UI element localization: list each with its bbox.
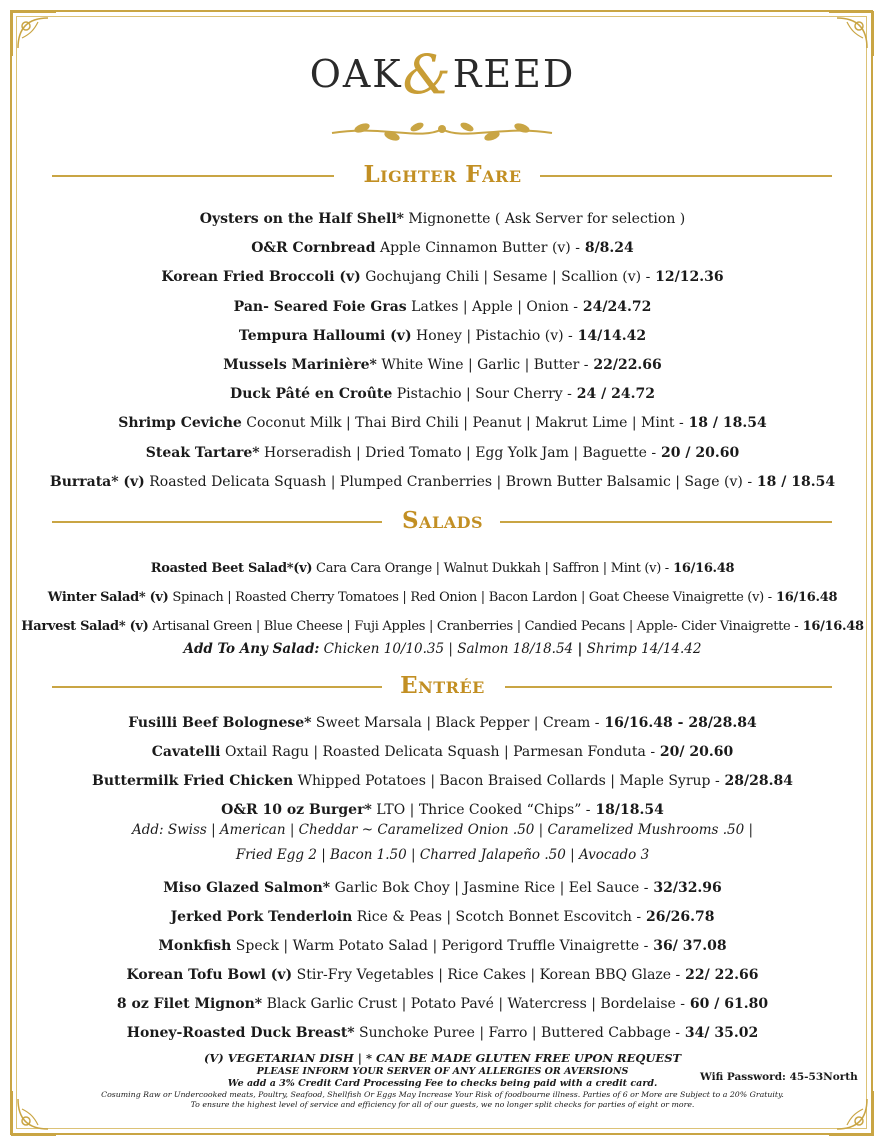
menu-item-description: Whipped Potatoes | Bacon Braised Collards | Maple Syrup - — [293, 773, 720, 789]
menu-item-name: Buttermilk Fried Chicken — [92, 773, 294, 789]
split-check-notice: To ensure the highest level of service and efficiency for all of our guests, we no longer split checks for parties of eight or more. — [190, 1100, 695, 1109]
menu-item — [0, 205, 885, 234]
menu-item-name: Tempura Halloumi (v) — [238, 327, 412, 344]
menu-item-name: Honey-Roasted Duck Breast* — [126, 1025, 355, 1041]
section-heading-lighter-fare — [0, 161, 885, 191]
menu-item — [0, 351, 885, 380]
menu-item-price: 32/32.96 — [648, 880, 722, 896]
menu-item-description: Artisanal Green | Blue Cheese | Fuji Apples | Cranberries | Candied Pecans | Apple- Cider Vinaigrette - — [148, 619, 799, 634]
menu-item-name: Jerked Pork Tenderloin — [170, 909, 353, 925]
burger-addons — [0, 818, 885, 868]
salad-addon-line — [0, 641, 885, 657]
menu-item-description: Horseradish | Dried Tomato | Egg Yolk Jam | Baguette - — [259, 444, 657, 461]
section-title: Entrée — [400, 672, 485, 699]
menu-item-name: Korean Tofu Bowl (v) — [126, 967, 293, 983]
menu-item-price: 12/12.36 — [650, 269, 724, 286]
menu-item-price: 28/28.84 — [719, 773, 793, 789]
menu-item — [0, 709, 885, 738]
salads-list — [0, 554, 885, 641]
menu-item-price: 16/16.48 — [668, 561, 735, 576]
menu-item-price: 36/ 37.08 — [648, 938, 727, 954]
menu-item-name: Mussels Marinière* — [223, 357, 377, 374]
logo-text-left: OAK — [309, 52, 403, 96]
menu-item — [0, 468, 885, 497]
burger-addon-line-1: Add: Swiss | American | Cheddar ~ Caramelized Onion .50 | Caramelized Mushrooms .50 | — [131, 822, 754, 838]
menu-item — [0, 990, 885, 1019]
section-title: Salads — [401, 507, 484, 534]
menu-item-description: Oxtail Ragu | Roasted Delicata Squash | Parmesan Fonduta - — [220, 744, 656, 760]
menu-item-price: 24/24.72 — [578, 298, 652, 315]
menu-item-price: 22/ 22.66 — [680, 967, 759, 983]
menu-item-name: Roasted Beet Salad*(v) — [150, 561, 313, 576]
menu-item-price: 16/16.48 - 28/28.84 — [599, 715, 757, 731]
menu-item-description: Sweet Marsala | Black Pepper | Cream - — [311, 715, 600, 731]
menu-item-price: 20 / 20.60 — [656, 444, 740, 461]
menu-item-price: 16/16.48 — [771, 590, 838, 605]
menu-item-price: 26/26.78 — [641, 909, 715, 925]
menu-item-description: Coconut Milk | Thai Bird Chili | Peanut | Makrut Lime | Mint - — [241, 415, 684, 432]
burger-addon-line-2: Fried Egg 2 | Bacon 1.50 | Charred Jalapeño .50 | Avocado 3 — [235, 847, 650, 863]
menu-item — [0, 554, 885, 583]
menu-item-price: 18 / 18.54 — [683, 415, 767, 432]
menu-item-price: 34/ 35.02 — [680, 1025, 759, 1041]
entree-list-b — [0, 874, 885, 1048]
section-heading-entree — [0, 672, 885, 702]
allergy-notice: PLEASE INFORM YOUR SERVER OF ANY ALLERGIES OR AVERSIONS — [256, 1066, 629, 1077]
menu-item-description: Garlic Bok Choy | Jasmine Rice | Eel Sauce - — [330, 880, 649, 896]
salad-addon — [0, 641, 885, 657]
menu-item — [0, 932, 885, 961]
menu-item-price: 18 / 18.54 — [752, 473, 836, 490]
menu-item-name: Monkfish — [158, 938, 232, 954]
addon-separator: | — [577, 641, 583, 657]
menu-item — [0, 874, 885, 903]
menu-item-price: 60 / 61.80 — [685, 996, 769, 1012]
menu-item-description: Latkes | Apple | Onion - — [406, 298, 579, 315]
menu-item — [0, 612, 885, 641]
menu-item-price: 20/ 20.60 — [655, 744, 734, 760]
menu-item-price: 24 / 24.72 — [571, 386, 655, 403]
addon-text: Chicken 10/10.35 | Salmon 18/18.54 — [319, 641, 578, 657]
menu-item — [0, 380, 885, 409]
section-title: Lighter Fare — [363, 161, 522, 188]
menu-item-name: O&R Cornbread — [251, 240, 376, 257]
menu-item-price: 22/22.66 — [588, 357, 662, 374]
menu-item-description: Sunchoke Puree | Farro | Buttered Cabbage - — [354, 1025, 681, 1041]
menu-item-description: Pistachio | Sour Cherry - — [392, 386, 572, 403]
menu-item-name: O&R 10 oz Burger* — [221, 802, 372, 818]
menu-item-name: Duck Pâté en Croûte — [230, 386, 393, 403]
menu-item — [0, 583, 885, 612]
menu-item-description: Cara Cara Orange | Walnut Dukkah | Saffron | Mint (v) - — [312, 561, 669, 576]
menu-item-description: Mignonette ( Ask Server for selection ) — [403, 211, 686, 227]
menu-item — [0, 1019, 885, 1048]
menu-item-name: Burrata* (v) — [49, 473, 145, 490]
restaurant-logo — [0, 43, 885, 106]
menu-item-name: Winter Salad* (v) — [47, 590, 169, 605]
menu-item — [0, 439, 885, 468]
menu-item-description: Honey | Pistachio (v) - — [411, 327, 573, 344]
menu-item-price: 14/14.42 — [572, 327, 647, 344]
menu-item-description: Stir-Fry Vegetables | Rice Cakes | Korean BBQ Glaze - — [292, 967, 681, 983]
menu-item-price: 18/18.54 — [590, 802, 664, 818]
credit-card-fee-notice: We add a 3% Credit Card Processing Fee to checks being paid with a credit card. — [227, 1078, 658, 1089]
logo-ampersand: & — [402, 43, 453, 106]
menu-item-name: Cavatelli — [151, 744, 221, 760]
menu-item-name: Harvest Salad* (v) — [21, 619, 149, 634]
menu-item — [0, 767, 885, 796]
menu-item — [0, 961, 885, 990]
section-heading-salads — [0, 507, 885, 537]
menu-item-description: LTO | Thrice Cooked “Chips” - — [371, 802, 591, 818]
dietary-legend: (V) VEGETARIAN DISH | * CAN BE MADE GLUTEN FREE UPON REQUEST — [203, 1051, 682, 1065]
wifi-password: Wifi Password: 45-53North — [700, 1071, 858, 1083]
menu-item-name: Korean Fried Broccoli (v) — [161, 269, 361, 286]
menu-item — [0, 234, 885, 263]
menu-item-description: Roasted Delicata Squash | Plumped Cranberries | Brown Butter Balsamic | Sage (v) - — [144, 473, 753, 490]
menu-item-description: Gochujang Chili | Sesame | Scallion (v) - — [360, 269, 651, 286]
menu-item-name: Shrimp Ceviche — [118, 415, 242, 432]
menu-item-description: White Wine | Garlic | Butter - — [376, 357, 589, 374]
menu-item-description: Black Garlic Crust | Potato Pavé | Watercress | Bordelaise - — [262, 996, 686, 1012]
menu-item-price: 16/16.48 — [798, 619, 864, 634]
menu-item-description: Spinach | Roasted Cherry Tomatoes | Red Onion | Bacon Lardon | Goat Cheese Vinaigrette (v) - — [168, 590, 772, 605]
menu-item-name: 8 oz Filet Mignon* — [116, 996, 263, 1012]
menu-item — [0, 903, 885, 932]
addon-label: Add To Any Salad: — [183, 641, 320, 657]
entree-list-a — [0, 709, 885, 825]
menu-item — [0, 322, 885, 351]
menu-item — [0, 738, 885, 767]
menu-item-name: Oysters on the Half Shell* — [199, 211, 404, 227]
menu-item-description: Speck | Warm Potato Salad | Perigord Truffle Vinaigrette - — [231, 938, 649, 954]
raw-food-notice: Cosuming Raw or Undercooked meats, Poultry, Seafood, Shellfish Or Eggs May Increase Your Risk of foodbourne illness. Parties of 6 or More are Subject to a 20% Gratuity. — [101, 1090, 784, 1099]
lighter-fare-list — [0, 205, 885, 497]
menu-item-name: Steak Tartare* — [145, 444, 260, 461]
menu-item — [0, 293, 885, 322]
menu-item — [0, 263, 885, 292]
menu-item-name: Fusilli Beef Bolognese* — [128, 715, 312, 731]
menu-item-description: Rice & Peas | Scotch Bonnet Escovitch - — [352, 909, 642, 925]
addon-last: Shrimp 14/14.42 — [582, 641, 702, 657]
vine-ornament-icon — [322, 115, 562, 147]
logo-text-right: REED — [452, 52, 576, 96]
menu-item-description: Apple Cinnamon Butter (v) - — [375, 240, 580, 257]
menu-item-name: Pan- Seared Foie Gras — [233, 298, 407, 315]
menu-item-name: Miso Glazed Salmon* — [163, 880, 331, 896]
menu-item — [0, 409, 885, 438]
menu-item-price: 8/8.24 — [579, 240, 634, 257]
